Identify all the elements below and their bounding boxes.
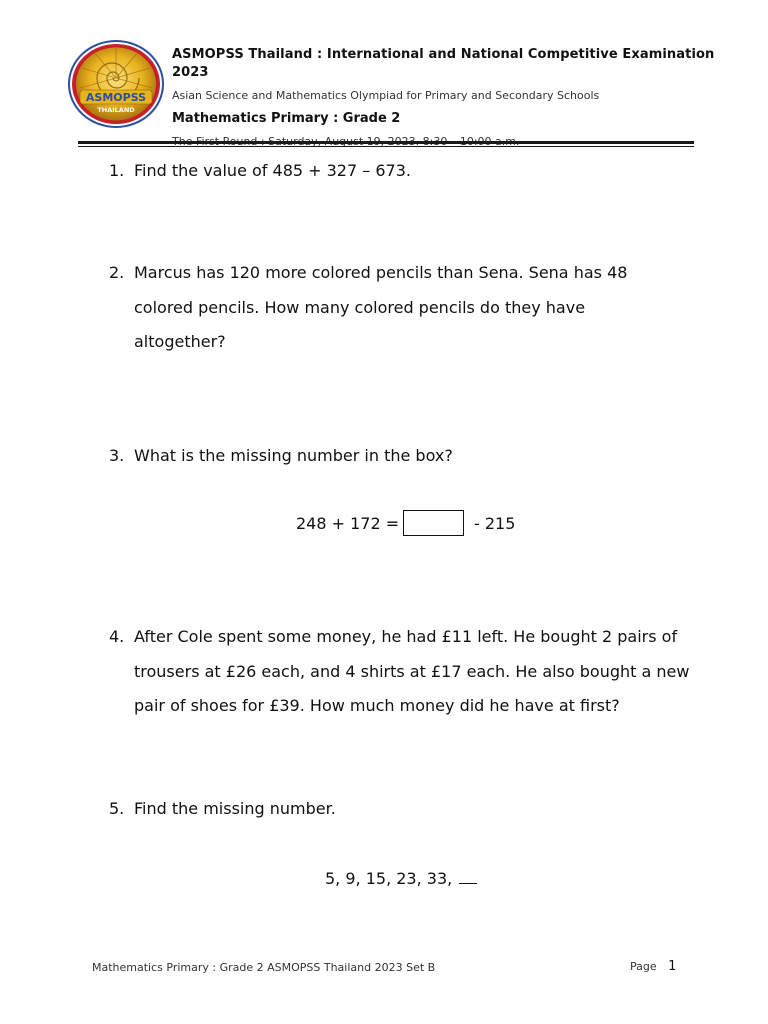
question-3-text: What is the missing number in the box? [134,446,453,465]
question-5-sequence [325,866,477,892]
exam-header [172,44,732,150]
question-1-text: Find the value of 485 + 327 – 673. [134,161,411,180]
asmopss-logo-graphic [66,38,166,130]
footer-page-label: Page [630,960,657,973]
asmopss-logo [66,38,166,130]
question-3-number: 3. [109,446,125,465]
question-5-text: Find the missing number. [134,799,336,818]
question-4-line-2: trousers at £26 each, and 4 shirts at £17 each. He also bought a new [134,662,690,681]
question-3-answer-box [403,510,464,536]
question-2-line-1: Marcus has 120 more colored pencils than Sena. Sena has 48 [134,263,628,282]
exam-subtitle: Asian Science and Mathematics Olympiad for Primary and Secondary Schools [172,89,600,102]
question-4-number: 4. [109,627,125,646]
logo-subtext: THAILAND [97,106,135,114]
logo-text: ASMOPSS [85,91,147,104]
question-2-line-2: colored pencils. How many colored pencils do they have [134,298,586,317]
footer-page [630,958,676,976]
question-5-answer-blank [459,867,477,884]
question-2-line-3: altogether? [134,332,226,351]
question-2-number: 2. [109,263,125,282]
header-divider-thick [78,141,694,144]
question-5-sequence-values: 5, 9, 15, 23, 33, [325,869,453,888]
exam-title: ASMOPSS Thailand : International and National Competitive Examination 2023 [172,47,715,80]
question-3-equation-right: - 215 [474,514,516,533]
header-divider-thin [78,146,694,147]
question-5-number: 5. [109,799,125,818]
question-4-line-3: pair of shoes for £39. How much money did he have at first? [134,696,620,715]
question-3-equation-left: 248 + 172 = [296,514,400,533]
footer-info: Mathematics Primary : Grade 2 ASMOPSS Thailand 2023 Set B [92,961,436,974]
question-1-number: 1. [109,161,125,180]
exam-subject: Mathematics Primary : Grade 2 [172,111,401,126]
footer-page-number: 1 [668,959,677,974]
question-4-line-1: After Cole spent some money, he had £11 left. He bought 2 pairs of [134,627,678,646]
